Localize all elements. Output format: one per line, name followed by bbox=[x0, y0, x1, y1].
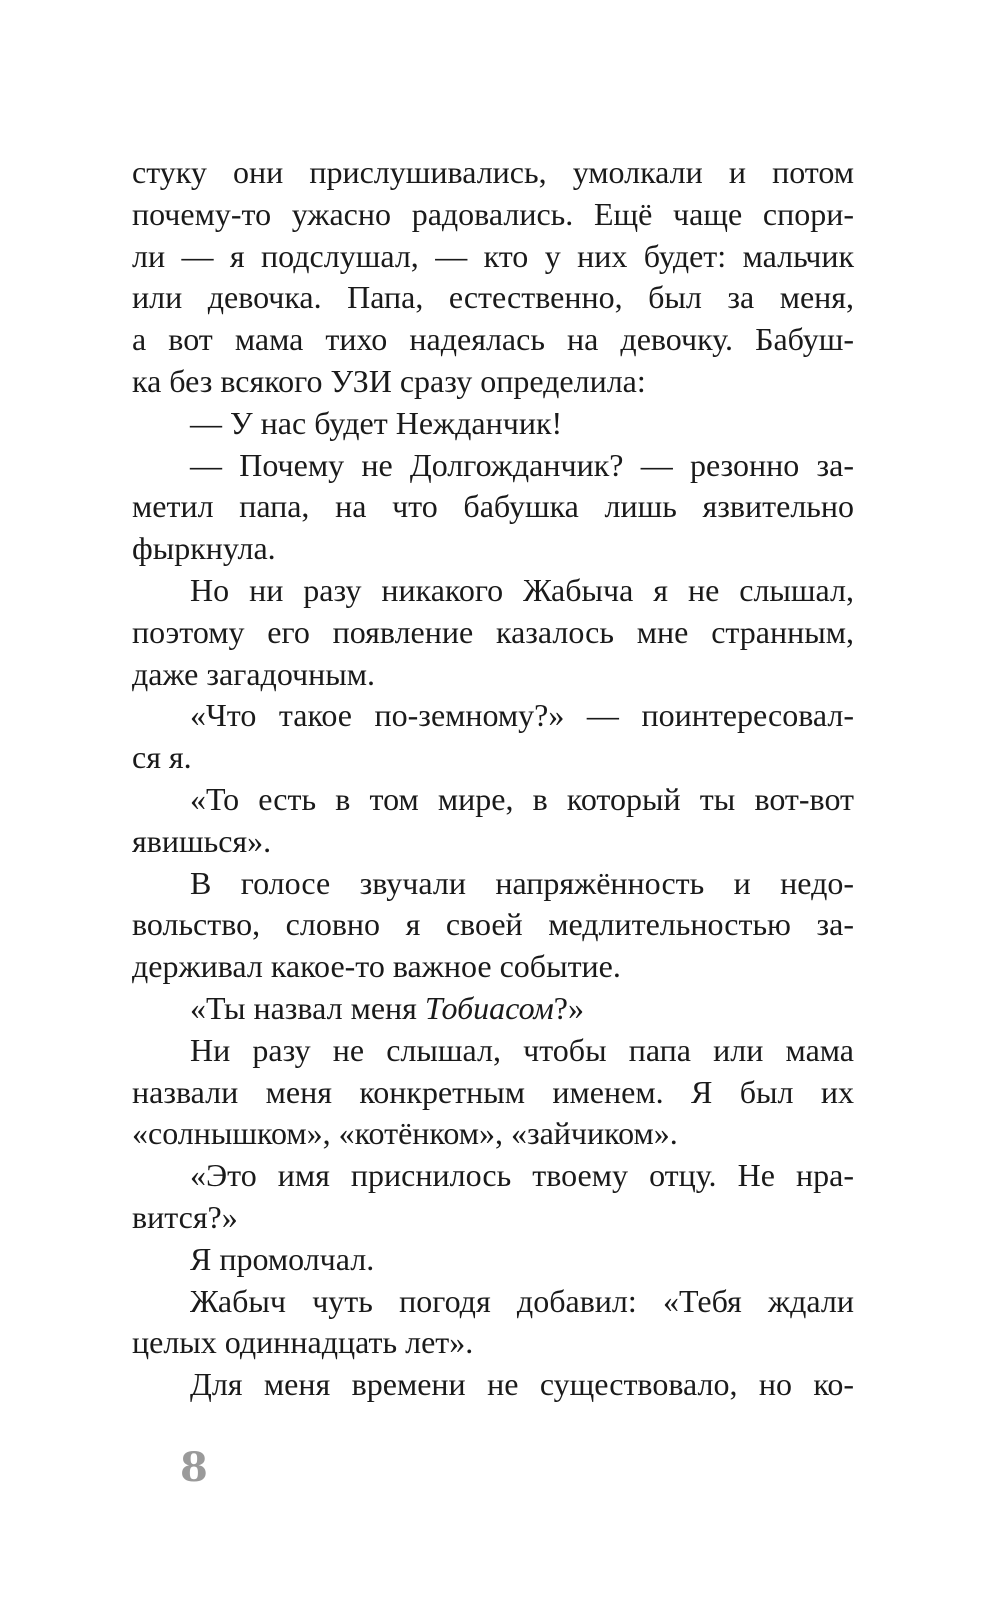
line-text: «Что такое по-земному?» — поинтересовал- bbox=[190, 697, 854, 734]
text-line bbox=[132, 570, 854, 612]
text-line bbox=[132, 1197, 854, 1239]
line-text: почему-то ужасно радовались. Ещё чаще спори- bbox=[132, 195, 854, 232]
text-line bbox=[132, 1281, 854, 1323]
text-line bbox=[132, 236, 854, 278]
line-text: В голосе звучали напряжённость и недо- bbox=[190, 864, 854, 901]
line-text: Но ни разу никакого Жабыча я не слышал, bbox=[190, 571, 854, 608]
line-text: «То есть в том мире, в который ты вот-вот bbox=[190, 780, 854, 817]
line-text: «Ты назвал меня bbox=[190, 989, 425, 1026]
line-text: вится?» bbox=[132, 1198, 238, 1235]
line-text: метил папа, на что бабушка лишь язвительно bbox=[132, 488, 854, 525]
line-text: — Почему не Долгожданчик? — резонно за- bbox=[190, 446, 854, 483]
line-text: ся я. bbox=[132, 739, 192, 776]
line-text: Ни разу не слышал, чтобы папа или мама bbox=[190, 1031, 854, 1068]
text-line bbox=[132, 445, 854, 487]
text-line bbox=[132, 1155, 854, 1197]
line-text: даже загадочным. bbox=[132, 655, 375, 692]
text-line bbox=[132, 1072, 854, 1114]
line-text: или девочка. Папа, естественно, был за меня, bbox=[132, 279, 854, 316]
page-number: 8 bbox=[180, 1444, 208, 1491]
text-line bbox=[132, 528, 854, 570]
line-text: ка без всякого УЗИ сразу определила: bbox=[132, 362, 646, 399]
text-line bbox=[132, 1364, 854, 1406]
text-line bbox=[132, 612, 854, 654]
line-text: явишься». bbox=[132, 822, 272, 859]
line-text: Я промолчал. bbox=[190, 1240, 375, 1277]
line-text: Жабыч чуть погодя добавил: «Тебя ждали bbox=[190, 1282, 854, 1319]
text-line bbox=[132, 695, 854, 737]
text-line bbox=[132, 277, 854, 319]
text-line bbox=[132, 152, 854, 194]
text-line bbox=[132, 361, 854, 403]
line-text: «солнышком», «котёнком», «зайчиком». bbox=[132, 1115, 678, 1152]
line-text: держивал какое-то важное событие. bbox=[132, 948, 621, 985]
line-text-tail: ?» bbox=[553, 989, 584, 1026]
text-line bbox=[132, 863, 854, 905]
line-text: «Это имя приснилось твоему отцу. Не нра- bbox=[190, 1157, 854, 1194]
text-line bbox=[132, 988, 854, 1030]
line-text: стуку они прислушивались, умолкали и потом bbox=[132, 154, 854, 190]
line-text: — У нас будет Нежданчик! bbox=[190, 404, 563, 441]
italic-name: Тобиасом bbox=[424, 989, 554, 1026]
text-line bbox=[132, 194, 854, 236]
line-text: вольство, словно я своей медлительностью за- bbox=[132, 906, 854, 943]
line-text: фыркнула. bbox=[132, 530, 276, 567]
text-line bbox=[132, 779, 854, 821]
line-text: а вот мама тихо надеялась на девочку. Бабуш- bbox=[132, 321, 854, 358]
text-line bbox=[132, 1113, 854, 1155]
body-text bbox=[132, 152, 854, 1406]
text-line bbox=[132, 1030, 854, 1072]
text-line bbox=[132, 1322, 854, 1364]
text-line bbox=[132, 1239, 854, 1281]
line-text: Для меня времени не существовало, но ко- bbox=[190, 1366, 854, 1403]
line-text: поэтому его появление казалось мне странным, bbox=[132, 613, 854, 650]
text-line bbox=[132, 946, 854, 988]
line-text: ли — я подслушал, — кто у них будет: мальчик bbox=[132, 237, 854, 274]
text-line bbox=[132, 821, 854, 863]
text-line bbox=[132, 654, 854, 696]
text-line bbox=[132, 904, 854, 946]
line-text: назвали меня конкретным именем. Я был их bbox=[132, 1073, 854, 1110]
line-text: целых одиннадцать лет». bbox=[132, 1324, 474, 1361]
text-line bbox=[132, 319, 854, 361]
text-line bbox=[132, 403, 854, 445]
text-line bbox=[132, 737, 854, 779]
text-line bbox=[132, 486, 854, 528]
